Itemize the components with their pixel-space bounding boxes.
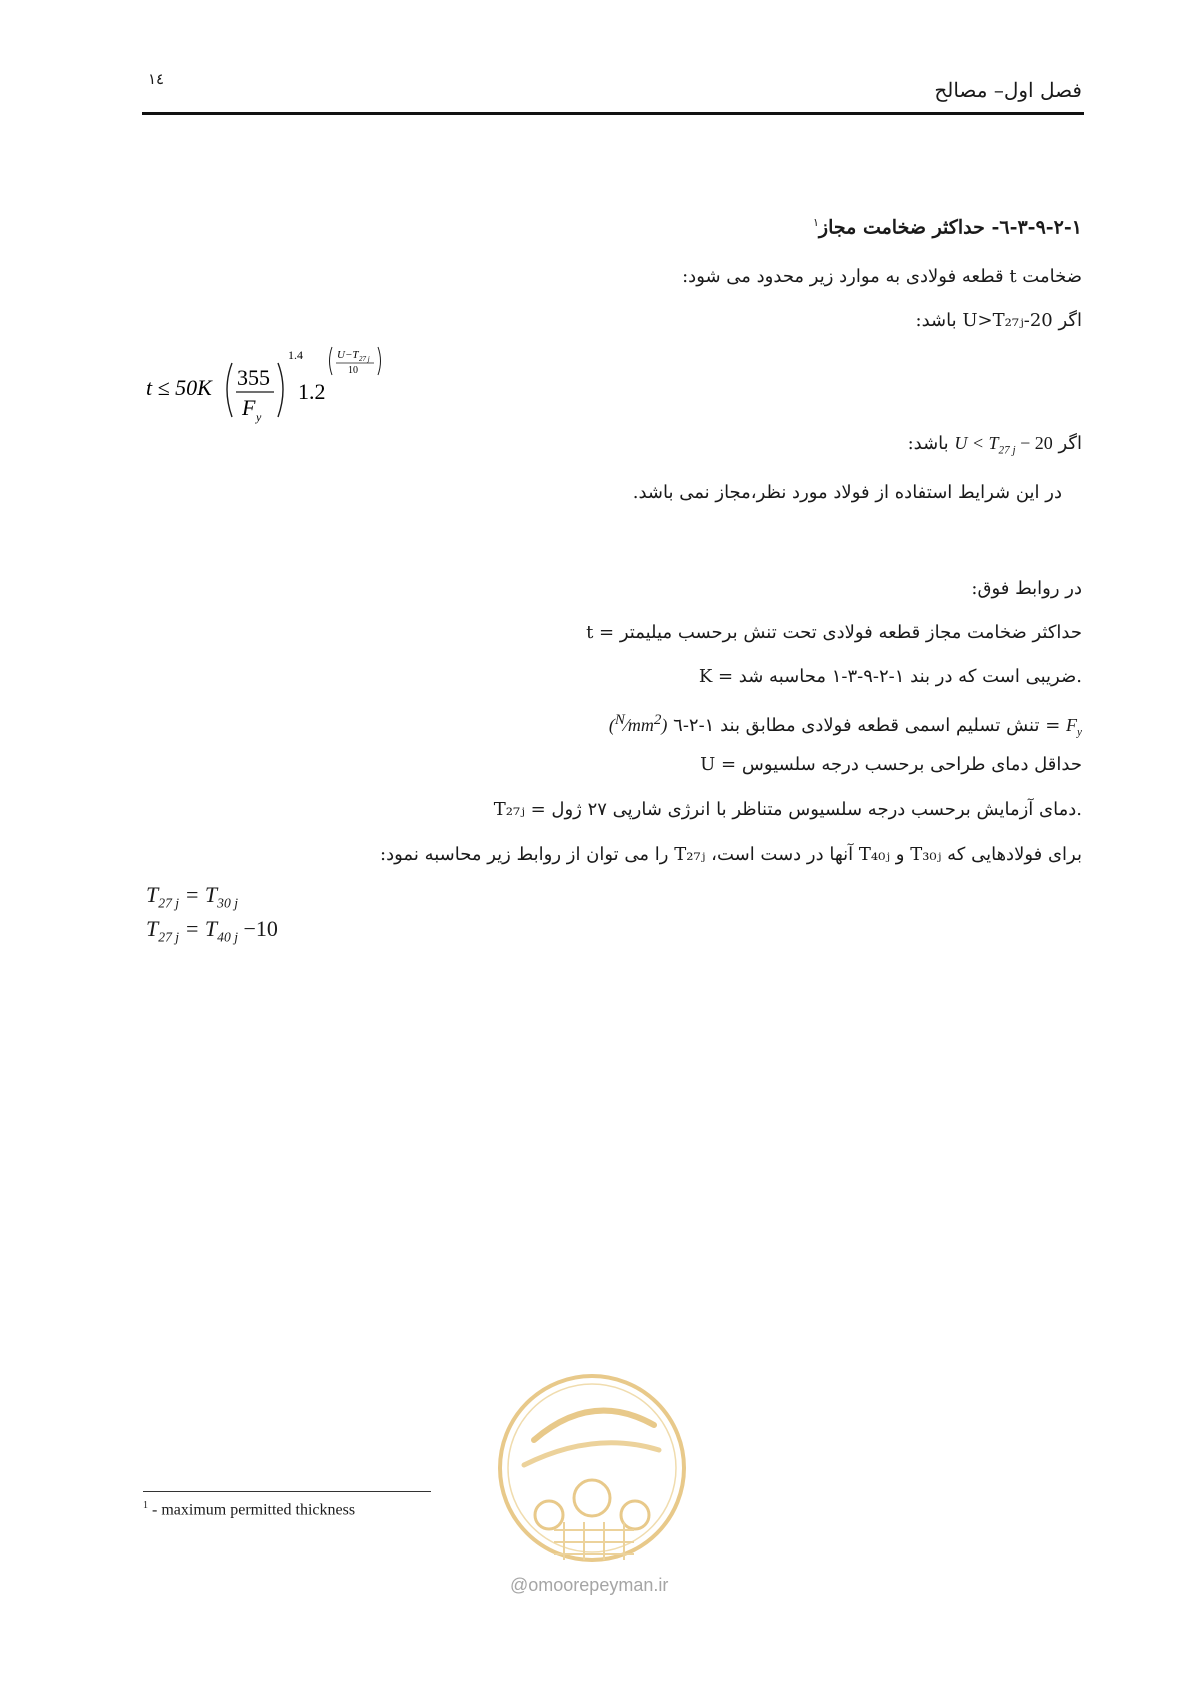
formula-base: 1.2 — [298, 379, 326, 404]
equation-t30: $T_{27 j} = T_{30 j}$ — [146, 882, 238, 911]
watermark-site: @omoorepeyman.ir — [510, 1575, 669, 1595]
chapter-title: فصل اول– مصالح — [934, 78, 1082, 102]
definition-k: K = ضریبی است که در بند ١-٢-٩-٣-١ محاسبه شد. — [698, 666, 1082, 687]
condition-two-suffix: باشد: — [907, 433, 949, 454]
intro-line: ضخامت t قطعه فولادی به موارد زیر محدود می شود: — [682, 266, 1082, 287]
footnote-rule — [143, 1491, 431, 1492]
fy-symbol: $F_y$ — [1066, 715, 1082, 739]
equation-t40: $T_{27 j} = T_{40 j} -10$ — [146, 916, 278, 945]
condition-two-math: $U < T_{27 j} - 20$ — [954, 433, 1053, 457]
definition-fy — [609, 707, 1082, 746]
formula-numerator: 355 — [237, 365, 270, 390]
formula-denominator-sub: y — [256, 410, 262, 424]
page-number: ١٤ — [148, 70, 165, 88]
unit-n-per-mm2: $(^N⁄mm^2)$ — [608, 712, 668, 735]
conversion-note: برای فولادهایی که T₃₀ⱼ و T₄₀ⱼ آنها در دست است، T₂₇ⱼ را می توان از روابط زیر محاسبه نمود: — [380, 844, 1082, 865]
formula-exp-left-paren — [330, 347, 333, 375]
condition-one: اگر U>T₂₇ⱼ-20 باشد: — [915, 310, 1082, 331]
footnote-marker: 1 — [143, 1500, 148, 1511]
definition-t27j: T₂₇ⱼ = دمای آزمایش برحسب درجه سلسیوس متناظر با انرژی شارپی ٢٧ ژول. — [493, 799, 1082, 820]
formula-denominator: F — [242, 395, 256, 420]
legend-intro: در روابط فوق: — [971, 578, 1082, 599]
formula-left-paren — [227, 363, 232, 417]
formula-exp-right-paren — [378, 347, 381, 375]
condition-two — [908, 430, 1082, 464]
footnote — [143, 1500, 355, 1519]
definition-t: t = حداکثر ضخامت مجاز قطعه فولادی تحت تنش برحسب میلیمتر — [586, 622, 1082, 643]
consequence-line: در این شرایط استفاده از فولاد مورد نظر،مجاز نمی باشد. — [632, 482, 1062, 503]
formula-lhs: t ≤ 50K — [146, 375, 212, 400]
condition-two-prefix: اگر — [1058, 433, 1082, 454]
formula-exp-numerator-sub: 27 j — [359, 355, 370, 363]
watermark-logo — [494, 1370, 690, 1566]
formula-exp-numerator: U−T — [337, 349, 359, 361]
footnote-reference: ١ — [813, 216, 819, 229]
definition-u: U = حداقل دمای طراحی برحسب درجه سلسیوس — [700, 754, 1082, 775]
section-heading-text: ١-٢-٩-٣-٦- حداکثر ضخامت مجاز — [818, 216, 1082, 239]
formula-exp-denominator: 10 — [348, 365, 358, 376]
section-heading — [813, 216, 1082, 238]
footnote-text: - maximum permitted thickness — [148, 1501, 356, 1519]
formula-power: 1.4 — [288, 348, 303, 362]
definition-fy-text: = تنش تسلیم اسمی قطعه فولادی مطابق بند ١-٢-٦ — [673, 715, 1061, 736]
header-rule — [142, 112, 1084, 115]
formula-right-paren — [278, 363, 283, 417]
thickness-formula — [146, 345, 406, 435]
